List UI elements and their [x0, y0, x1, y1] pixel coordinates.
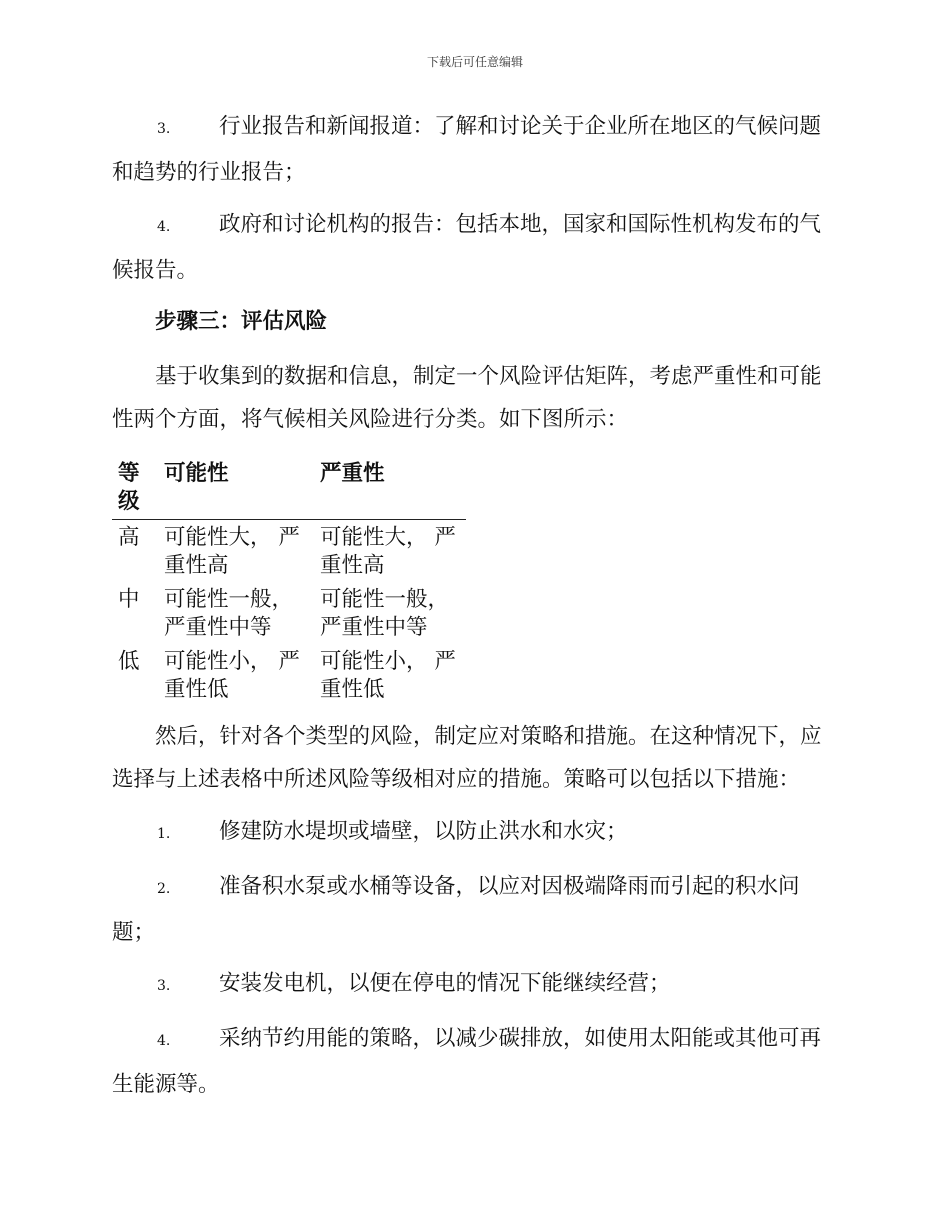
list-text: 采纳节约用能的策略，以减少碳排放，如使用太阳能或其他可再生能源等。: [112, 1026, 822, 1097]
list-text: 政府和讨论机构的报告：包括本地，国家和国际性机构发布的气候报告。: [112, 212, 822, 283]
list-number: 4.: [157, 1033, 171, 1049]
list-item: [112, 962, 836, 1008]
cell-severity: 可能性小， 严重性低: [320, 649, 456, 702]
list-item: [112, 1017, 836, 1106]
table-header-row: [112, 460, 466, 520]
header-likelihood: 可能性: [164, 460, 320, 520]
list-text: 安装发电机，以便在停电的情况下能继续经营；: [219, 971, 671, 996]
risk-matrix-table: [112, 460, 466, 706]
cell-likelihood: 可能性一般， 严重性中等: [164, 587, 294, 640]
list-number: 2.: [157, 881, 171, 897]
header-severity: 严重性: [320, 460, 466, 520]
page-header: 下载后可任意编辑: [426, 55, 523, 69]
header-level: 等级: [112, 460, 164, 520]
cell-likelihood: 可能性小， 严重性低: [164, 649, 300, 702]
list-number: 3.: [157, 121, 171, 137]
paragraph-intro: 基于收集到的数据和信息，制定一个风险评估矩阵，考虑严重性和可能性两个方面，将气候相关风险进行分类。如下图所示：: [112, 364, 822, 432]
cell-level: 中: [118, 587, 140, 612]
table-row: [112, 520, 466, 583]
list-item: [112, 865, 836, 954]
cell-level: 高: [118, 525, 140, 550]
cell-likelihood: 可能性大， 严重性高: [164, 525, 300, 578]
cell-severity: 可能性一般， 严重性中等: [320, 587, 450, 640]
list-text: 修建防水堤坝或墙壁，以防止洪水和水灾；: [219, 819, 628, 844]
section-heading: 步骤三：评估风险: [155, 309, 328, 334]
list-number: 3.: [157, 978, 171, 994]
cell-level: 低: [118, 649, 140, 674]
list-item: [112, 810, 836, 856]
table-row: [112, 644, 466, 706]
list-item: [112, 105, 836, 194]
paragraph-after-table: 然后，针对各个类型的风险，制定应对策略和措施。在这种情况下，应选择与上述表格中所述风险等级相对应的措施。策略可以包括以下措施：: [112, 724, 822, 792]
list-item: [112, 203, 836, 292]
list-text: 准备积水泵或水桶等设备，以应对因极端降雨而引起的积水问题；: [112, 874, 800, 945]
list-number: 1.: [157, 826, 171, 842]
table-row: [112, 582, 466, 644]
cell-severity: 可能性大， 严重性高: [320, 525, 456, 578]
list-number: 4.: [157, 219, 171, 235]
list-text: 行业报告和新闻报道：了解和讨论关于企业所在地区的气候问题和趋势的行业报告；: [112, 114, 822, 185]
